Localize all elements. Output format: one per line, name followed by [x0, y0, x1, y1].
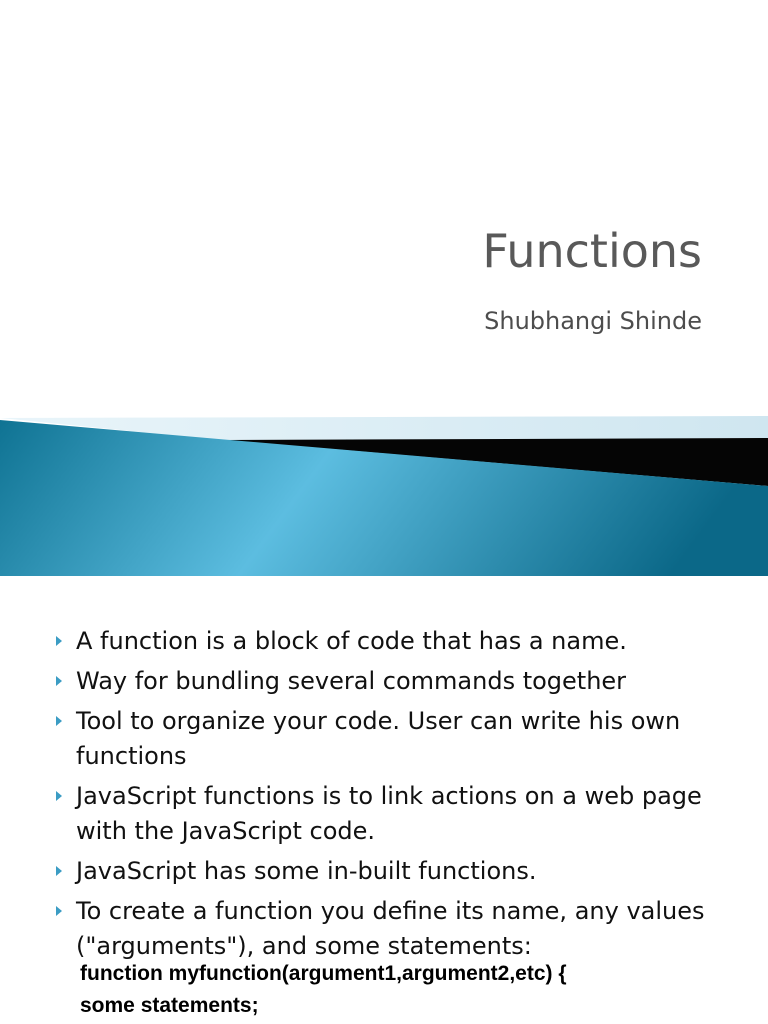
code-sample	[80, 958, 567, 1022]
triangle-right-icon	[56, 716, 62, 726]
content-slide	[0, 576, 768, 1024]
bullet-text: JavaScript functions is to link actions on a web page with the JavaScript code.	[76, 782, 702, 845]
bullet-text: JavaScript has some in-built functions.	[76, 857, 537, 885]
bullet-text: Way for bundling several commands together	[76, 667, 627, 695]
triangle-right-icon	[56, 676, 62, 686]
bullet-text: To create a function you define its name, any values ("arguments"), and some statements:	[76, 897, 705, 960]
triangle-right-icon	[56, 866, 62, 876]
triangle-right-icon	[56, 791, 62, 801]
bullet-item	[56, 704, 756, 774]
slide-title: Functions	[482, 224, 702, 278]
slide-subtitle: Shubhangi Shinde	[484, 307, 702, 335]
bullet-item	[56, 854, 756, 889]
bullet-list	[56, 624, 756, 969]
bullet-item	[56, 624, 756, 659]
bullet-item	[56, 664, 756, 699]
bullet-item	[56, 779, 756, 849]
bullet-text: A function is a block of code that has a name.	[76, 627, 627, 655]
code-line: function myfunction(argument1,argument2,etc) {	[80, 962, 567, 985]
triangle-right-icon	[56, 906, 62, 916]
code-line: some statements;	[80, 994, 259, 1017]
triangle-right-icon	[56, 636, 62, 646]
bullet-item	[56, 894, 756, 964]
bullet-text: Tool to organize your code. User can write his own functions	[76, 707, 681, 770]
